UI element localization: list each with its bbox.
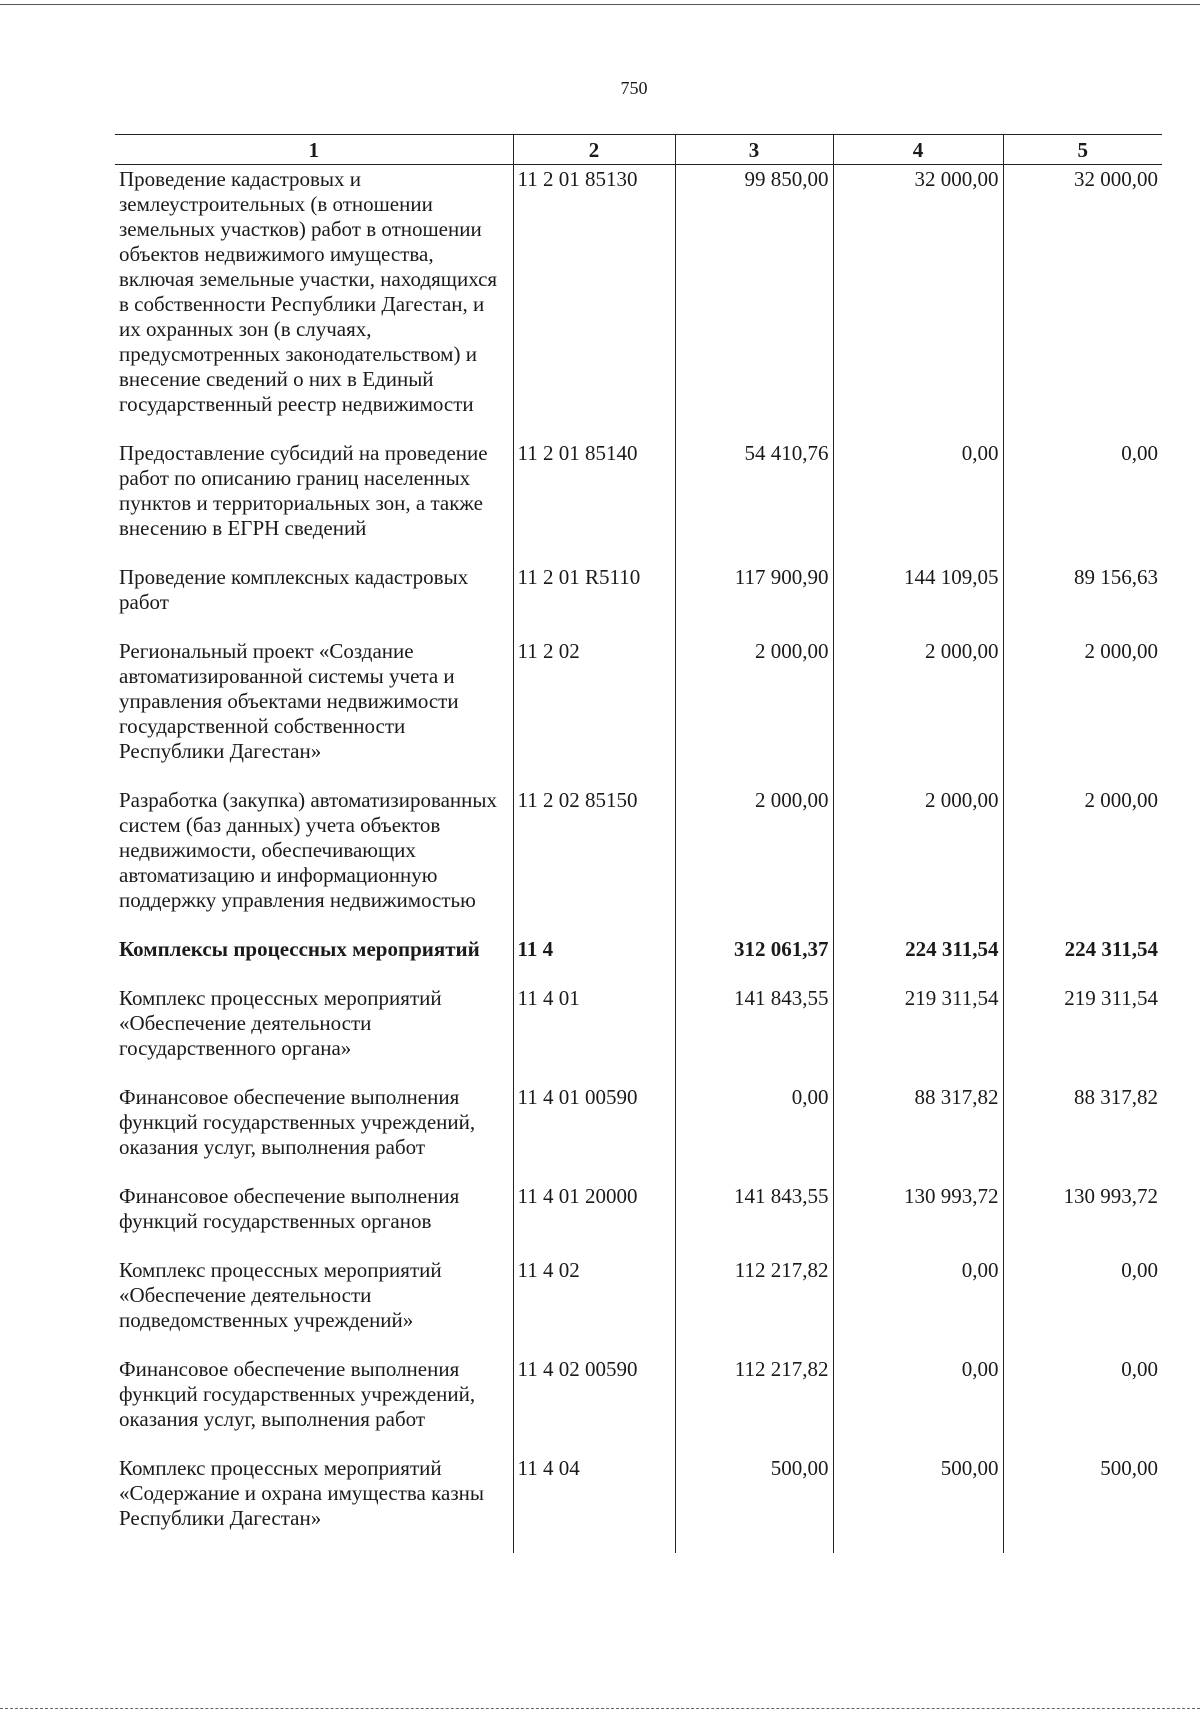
- row-value-5: 219 311,54: [1003, 984, 1162, 1061]
- row-value-5: 0,00: [1003, 1256, 1162, 1333]
- row-value-5: 32 000,00: [1003, 165, 1162, 418]
- row-spacer: [115, 615, 1162, 637]
- row-spacer: [115, 541, 1162, 563]
- page-number: 750: [620, 78, 648, 98]
- row-value-5: 88 317,82: [1003, 1083, 1162, 1160]
- row-spacer: [115, 1432, 1162, 1454]
- row-name: Разработка (закупка) автоматизированных систем (баз данных) учета объектов недвижимости, обеспечивающих автоматизацию и информационную поддержку управления недвижимостью: [119, 788, 497, 912]
- row-code: 11 2 01 85140: [513, 439, 675, 541]
- row-value-3: 0,00: [675, 1083, 833, 1160]
- row-code: 11 4: [513, 935, 675, 962]
- row-value-3: 117 900,90: [675, 563, 833, 615]
- row-value-4: 500,00: [833, 1454, 1003, 1531]
- row-name: Региональный проект «Создание автоматизированной системы учета и управления объектами недвижимости государственной собственности Республики Дагестан»: [119, 639, 459, 763]
- table-row-section-total: [115, 935, 1162, 962]
- row-name: Финансовое обеспечение выполнения функций государственных органов: [119, 1184, 460, 1233]
- row-code: 11 4 01 20000: [513, 1182, 675, 1234]
- row-value-5: 89 156,63: [1003, 563, 1162, 615]
- row-value-3: 2 000,00: [675, 637, 833, 764]
- row-value-4: 224 311,54: [833, 935, 1003, 962]
- row-value-4: 2 000,00: [833, 637, 1003, 764]
- row-value-3: 112 217,82: [675, 1355, 833, 1432]
- table-row: [115, 1083, 1162, 1160]
- row-name: Комплекс процессных мероприятий «Содержание и охрана имущества казны Республики Дагестан»: [119, 1456, 484, 1530]
- row-value-4: 0,00: [833, 1256, 1003, 1333]
- table-row: [115, 637, 1162, 764]
- row-code: 11 2 02: [513, 637, 675, 764]
- row-name: Комплекс процессных мероприятий «Обеспечение деятельности подведомственных учреждений»: [119, 1258, 442, 1332]
- row-name: Проведение кадастровых и землеустроительных (в отношении земельных участков) работ в отношении объектов недвижимого имущества, включая земельные участки, находящихся в собственности Республики Дагестан, и их охранных зон (в случаях, предусмотренных законодательством) и внесение сведений о них в Единый государственный реестр недвижимости: [119, 167, 498, 416]
- row-value-3: 500,00: [675, 1454, 833, 1531]
- row-value-5: 0,00: [1003, 439, 1162, 541]
- row-spacer: [115, 764, 1162, 786]
- table-row: [115, 165, 1162, 418]
- row-spacer: [115, 1333, 1162, 1355]
- budget-table: [115, 134, 1162, 1553]
- header-row: [115, 135, 1162, 165]
- table-row: [115, 563, 1162, 615]
- row-name: Предоставление субсидий на проведение работ по описанию границ населенных пунктов и территориальных зон, а также внесению в ЕГРН сведений: [119, 441, 488, 540]
- row-name: Финансовое обеспечение выполнения функций государственных учреждений, оказания услуг, выполнения работ: [119, 1357, 476, 1431]
- row-value-3: 99 850,00: [675, 165, 833, 418]
- header-col-5: 5: [1003, 135, 1162, 165]
- row-code: 11 4 01 00590: [513, 1083, 675, 1160]
- row-value-4: 32 000,00: [833, 165, 1003, 418]
- row-value-4: 2 000,00: [833, 786, 1003, 913]
- row-name: Проведение комплексных кадастровых работ: [119, 565, 469, 614]
- row-name: Финансовое обеспечение выполнения функций государственных учреждений, оказания услуг, выполнения работ: [119, 1085, 476, 1159]
- row-value-3: 2 000,00: [675, 786, 833, 913]
- row-value-5: 224 311,54: [1003, 935, 1162, 962]
- row-name: Комплексы процессных мероприятий: [119, 937, 480, 961]
- row-name: Комплекс процессных мероприятий «Обеспечение деятельности государственного органа»: [119, 986, 442, 1060]
- table-row: [115, 1355, 1162, 1432]
- row-code: 11 2 01 85130: [513, 165, 675, 418]
- row-value-4: 88 317,82: [833, 1083, 1003, 1160]
- table-row: [115, 786, 1162, 913]
- row-spacer: [115, 1061, 1162, 1083]
- header-col-1: 1: [115, 135, 513, 165]
- row-value-4: 0,00: [833, 1355, 1003, 1432]
- row-value-4: 130 993,72: [833, 1182, 1003, 1234]
- row-value-3: 312 061,37: [675, 935, 833, 962]
- header-col-2: 2: [513, 135, 675, 165]
- row-value-3: 141 843,55: [675, 1182, 833, 1234]
- table-row: [115, 1256, 1162, 1333]
- row-code: 11 4 02: [513, 1256, 675, 1333]
- scan-edge-bottom: [0, 1708, 1200, 1709]
- table-row: [115, 1454, 1162, 1531]
- row-code: 11 2 01 R5110: [513, 563, 675, 615]
- row-code: 11 2 02 85150: [513, 786, 675, 913]
- row-spacer: [115, 962, 1162, 984]
- row-spacer: [115, 913, 1162, 935]
- table-row: [115, 984, 1162, 1061]
- row-code: 11 4 04: [513, 1454, 675, 1531]
- row-spacer: [115, 1160, 1162, 1182]
- row-value-3: 54 410,76: [675, 439, 833, 541]
- row-spacer: [115, 1531, 1162, 1553]
- table-row: [115, 1182, 1162, 1234]
- row-code: 11 4 01: [513, 984, 675, 1061]
- row-value-5: 0,00: [1003, 1355, 1162, 1432]
- row-value-4: 144 109,05: [833, 563, 1003, 615]
- row-spacer: [115, 417, 1162, 439]
- row-value-5: 130 993,72: [1003, 1182, 1162, 1234]
- row-value-5: 2 000,00: [1003, 637, 1162, 764]
- row-value-4: 0,00: [833, 439, 1003, 541]
- row-code: 11 4 02 00590: [513, 1355, 675, 1432]
- row-spacer: [115, 1234, 1162, 1256]
- header-col-3: 3: [675, 135, 833, 165]
- row-value-4: 219 311,54: [833, 984, 1003, 1061]
- table-row: [115, 439, 1162, 541]
- header-col-4: 4: [833, 135, 1003, 165]
- row-value-5: 500,00: [1003, 1454, 1162, 1531]
- row-value-3: 141 843,55: [675, 984, 833, 1061]
- scan-edge-top: [0, 4, 1200, 5]
- row-value-3: 112 217,82: [675, 1256, 833, 1333]
- row-value-5: 2 000,00: [1003, 786, 1162, 913]
